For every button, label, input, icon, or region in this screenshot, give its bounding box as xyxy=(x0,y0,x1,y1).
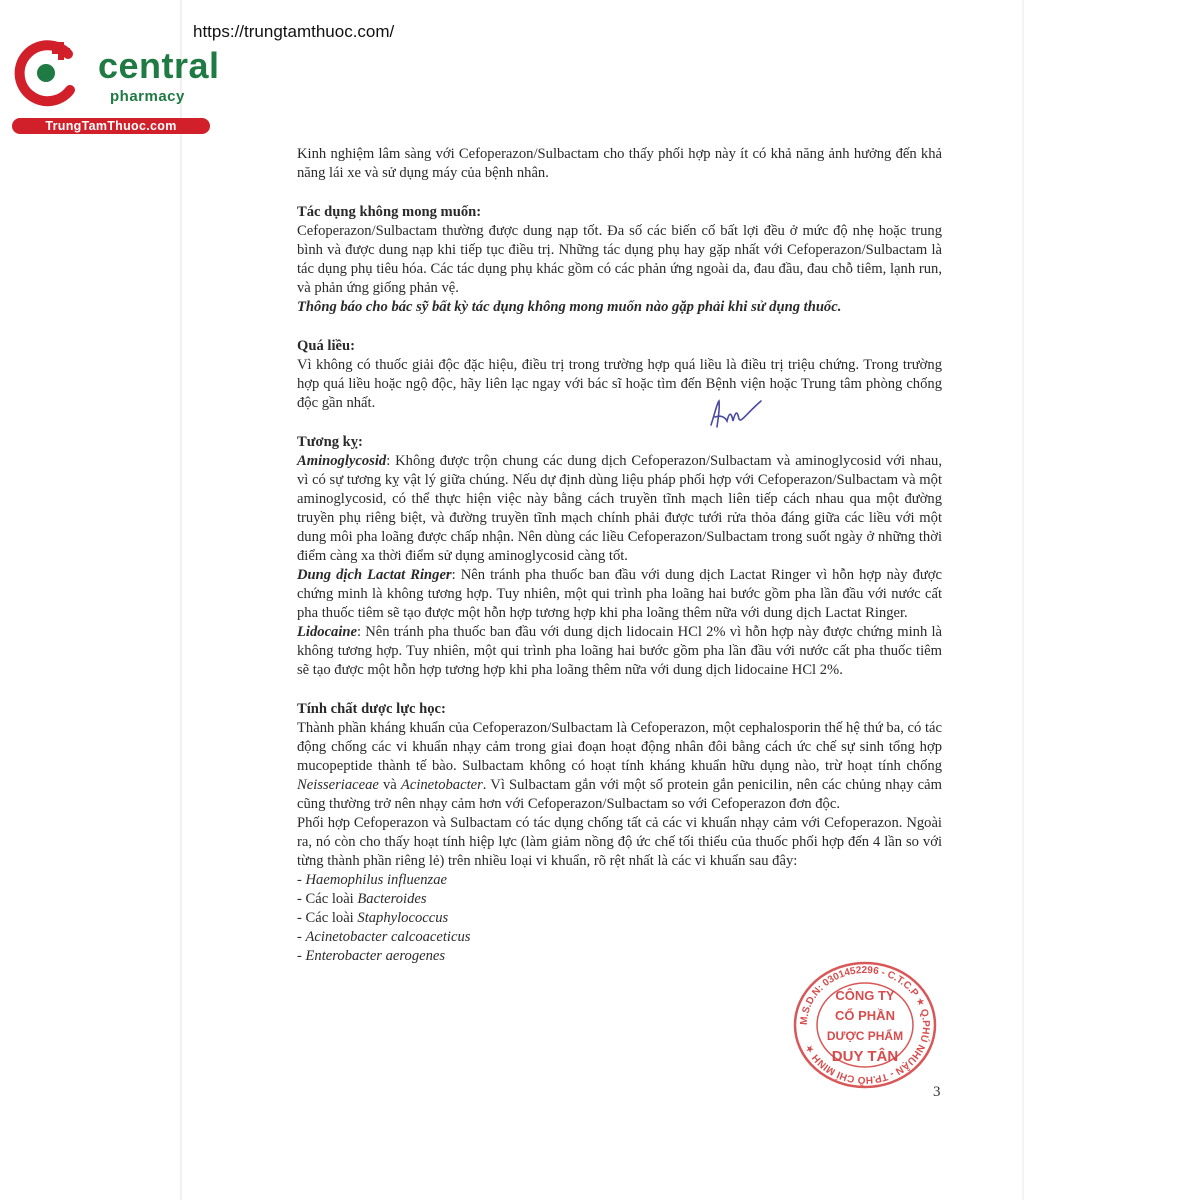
incompat-lidocaine xyxy=(297,623,942,680)
list-item-name: Acinetobacter calcoaceticus xyxy=(305,929,471,945)
stamp-line-2: CỔ PHẦN xyxy=(835,1008,895,1023)
list-item xyxy=(297,871,942,890)
logo-subtitle: pharmacy xyxy=(110,88,185,105)
list-item xyxy=(297,909,942,928)
adverse-effects-notice: Thông báo cho bác sỹ bất kỳ tác dụng không mong muốn nào gặp phải khi sử dụng thuốc. xyxy=(297,299,842,315)
source-url[interactable]: https://trungtamthuoc.com/ xyxy=(193,22,395,41)
stamp-ring-text: M.S.D.N: 0301452296 - C.T.C.P ★ Q.PHÚ NHUẬN - TP.HỒ CHÍ MINH ★ xyxy=(798,964,932,1086)
overdose-body: Vì không có thuốc giải độc đặc hiệu, điều trị trong trường hợp quá liều là điều trị triệu chứng. Trong trường hợp quá liều hoặc ngộ độc, hãy liên lạc ngay với bác sĩ hoặc tìm đến Bệnh viện hoặc Trung tâm phòng chống độc gần nhất. xyxy=(297,357,942,411)
incompatibility-heading: Tương kỵ: xyxy=(297,434,363,450)
pharm-p1-and: và xyxy=(378,777,401,793)
overdose-heading: Quá liều: xyxy=(297,338,355,354)
ringer-label: Dung dịch Lactat Ringer xyxy=(297,567,452,583)
intro-paragraph: Kinh nghiệm lâm sàng với Cefoperazon/Sulbactam cho thấy phối hợp này ít có khả năng ảnh hưởng đến khả năng lái xe và sử dụng máy của bệnh nhân. xyxy=(297,146,942,181)
ringer-text: : Nên tránh pha thuốc ban đầu với dung dịch Lactat Ringer vì hỗn hợp này được chứng minh là không tương hợp. Tuy nhiên, một qui trình pha loãng hai bước gồm pha lần đầu với nước cất pha thuốc tiêm sẽ tạo được một hỗn hợp tương hợp khi pha loãng thêm nữa với dung dịch Lactat Ringer. xyxy=(297,567,942,621)
list-item-name: Bacteroides xyxy=(357,891,427,907)
list-item-name: Enterobacter aerogenes xyxy=(305,948,446,964)
aminoglycosid-text: : Không được trộn chung các dung dịch Cefoperazon/Sulbactam và aminoglycosid với nhau, vì có sự tương kỵ vật lý giữa chúng. Nếu dự định dùng liệu pháp phối hợp với Cefoperazon/Sulbactam và một aminoglycosid, có thể thực hiện việc này bằng cách truyền tĩnh mạch liên tiếp cách nhau qua một đường truyền phụ riêng biệt, và đường truyền tĩnh mạch chính phải được tưới rửa thỏa đáng giữa các liều với một dung môi pha loãng được chấp nhận. Nên dùng các liều Cefoperazon/Sulbactam trong suốt ngày ở những thời điểm càng xa thời điểm sử dụng aminoglycosid càng tốt. xyxy=(297,453,942,564)
central-pharmacy-logo[interactable] xyxy=(10,36,220,136)
list-item xyxy=(297,890,942,909)
list-item-prefix: - xyxy=(297,929,306,945)
pharm-p1-acinetobacter: Acinetobacter xyxy=(400,777,483,793)
pharm-p1-e: . Vì Sulbactam gắn với một số protein gắn penicilin, nên các chủng nhạy cảm cũng thường trở nên nhạy cảm hơn với Cefoperazon/Sulbactam so với Cefoperazon đơn độc. xyxy=(297,777,942,812)
stamp-line-4: DUY TÂN xyxy=(831,1048,899,1065)
lidocaine-text: : Nên tránh pha thuốc ban đầu với dung dịch lidocain HCl 2% vì hỗn hợp này được chứng minh là không tương hợp. Tuy nhiên, một qui trình pha loãng hai bước gồm pha lần đầu với nước cất pha thuốc tiêm sẽ tạo được một hỗn hợp tương hợp khi pha loãng thêm nữa với dung dịch lidocaine HCl 2%. xyxy=(297,624,942,678)
pharmacodynamics-paragraph-1 xyxy=(297,719,942,814)
incompat-ringer xyxy=(297,566,942,623)
incompat-aminoglycosid xyxy=(297,452,942,566)
logo-wordmark: central xyxy=(98,45,220,86)
list-item-prefix: - xyxy=(297,872,306,888)
lidocaine-label: Lidocaine xyxy=(297,624,357,640)
adverse-effects-heading: Tác dụng không mong muốn: xyxy=(297,204,482,220)
scan-edge-right xyxy=(1022,0,1024,1200)
pharm-p1-a: Thành phần kháng khuẩn của Cefoperazon/Sulbactam là Cefoperazon, một cephalosporin thế hệ thứ ba, có tác động chống các vi khuẩn nhạy cảm trong giai đoạn hoạt động nhân đôi bằng cách ức chế sự sinh tổng hợp mucopeptide thành tế bào. Sulbactam không có hoạt tính kháng khuẩn hữu dụng nào, trừ hoạt tính chống xyxy=(297,720,942,774)
pharm-p1-neisseriaceae: Neisseriaceae xyxy=(297,777,379,793)
stamp-line-1: CÔNG TY xyxy=(835,988,895,1003)
leaflet-page xyxy=(297,145,942,966)
scan-edge-left xyxy=(180,0,182,1200)
pharmacodynamics-paragraph-2: Phối hợp Cefoperazon và Sulbactam có tác dụng chống tất cả các vi khuẩn nhạy cảm với Cefoperazon. Ngoài ra, nó còn cho thấy hoạt tính hiệp lực (làm giảm nồng độ ức chế tối thiểu của thuốc phối hợp đến 4 lần so với từng thành phần riêng lẻ) trên nhiều loại vi khuẩn, rõ rệt nhất là các vi khuẩn sau đây: xyxy=(297,815,942,869)
list-item-name: Staphylococcus xyxy=(357,910,449,926)
logo-c-cross-icon xyxy=(10,38,90,110)
pharmacodynamics-heading: Tính chất dược lực học: xyxy=(297,701,446,717)
list-item xyxy=(297,928,942,947)
company-seal-stamp xyxy=(790,960,940,1090)
stamp-line-3: DƯỢC PHẨM xyxy=(826,1029,904,1043)
page-number: 3 xyxy=(933,1084,941,1100)
handwritten-signature xyxy=(705,395,765,435)
list-item-prefix: - Các loài xyxy=(297,910,358,926)
list-item-name: Haemophilus influenzae xyxy=(305,872,447,888)
list-item-prefix: - xyxy=(297,948,306,964)
logo-site-bar: TrungTamThuoc.com xyxy=(12,118,210,134)
adverse-effects-body: Cefoperazon/Sulbactam thường được dung nạp tốt. Đa số các biến cố bất lợi đều ở mức độ nhẹ hoặc trung bình và được dung nạp khi tiếp tục điều trị. Những tác dụng phụ hay gặp nhất với Cefoperazon/Sulbactam là tác dụng phụ tiêu hóa. Các tác dụng phụ khác gồm có các phản ứng ngoài da, đau đầu, đau chỗ tiêm, lạnh run, và phản ứng giống phản vệ. xyxy=(297,223,942,296)
aminoglycosid-label: Aminoglycosid xyxy=(297,453,387,469)
list-item-prefix: - Các loài xyxy=(297,891,358,907)
